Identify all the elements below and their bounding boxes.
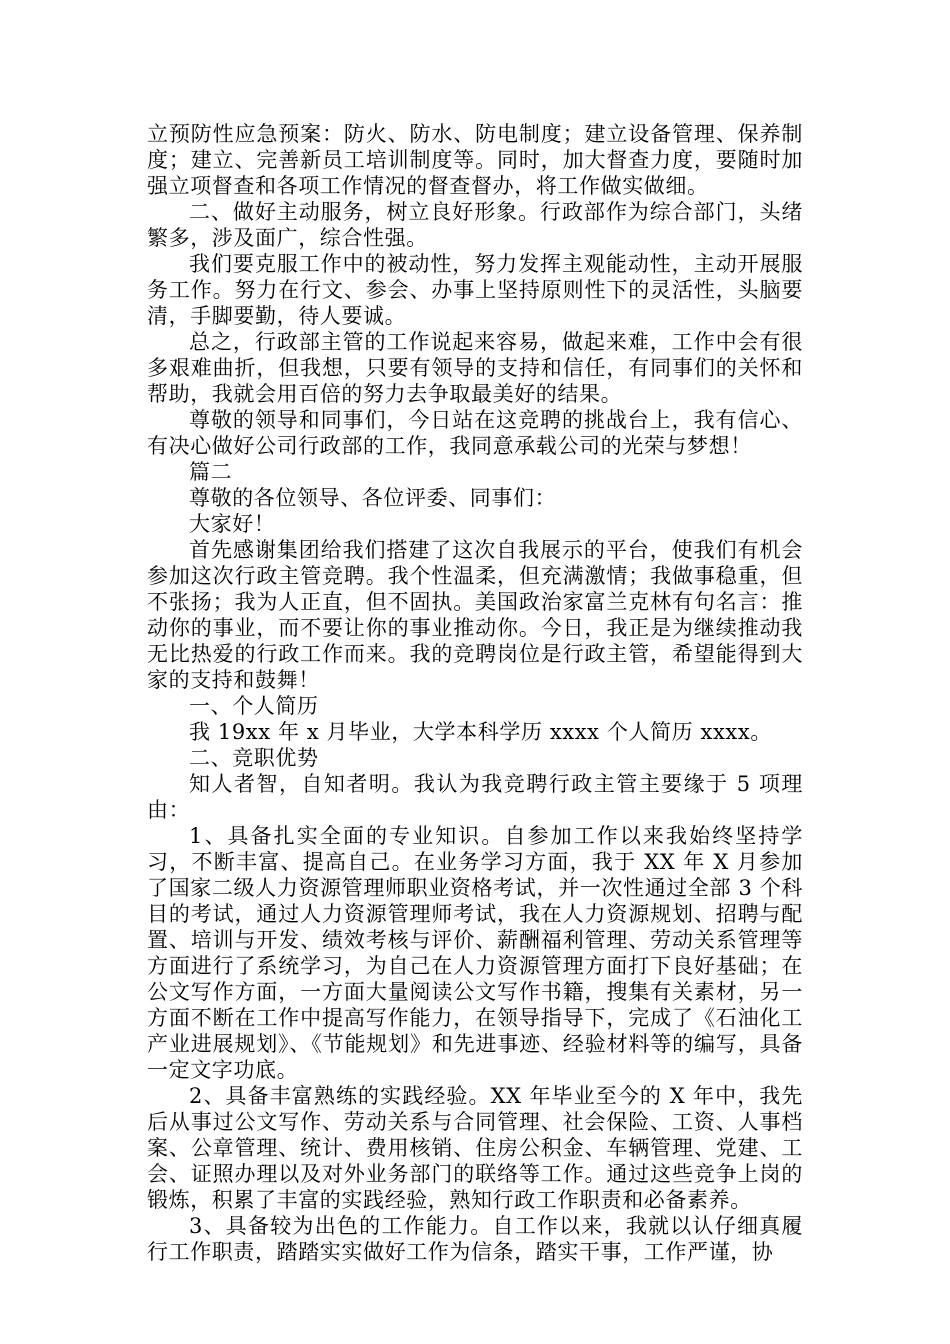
greeting: 大家好！ bbox=[189, 512, 276, 536]
paragraph-introduction: 首先感谢集团给我们搭建了这次自我展示的平台，使我们有机会参加这次行政主管竞聘。我个性温柔，但充满激情；我做事稳重，但不张扬；我为人正直，但不固执。美国政治家富兰克林有句名言：推动你的事业，而不要让你的事业推动你。今日，我正是为继续推动我无比热爱的行政工作而来。我的竞聘岗位是行政主管，希望能得到大家的支持和鼓舞！ bbox=[147, 538, 803, 692]
paragraph-reason-one: 1、具备扎实全面的专业知识。自参加工作以来我始终坚持学习，不断丰富、提高自己。在业务学习方面，我于 XX 年 X 月参加了国家二级人力资源管理师职业资格考试，并一次性通过全部 3 个科目的考试，通过人力资源管理师考试，我在人力资源规划、招聘与配置、培训与开发、绩效考核与评价、薪酬福利管理、劳动关系管理等方面进行了系统学习，为自己在人力资源管理方面打下良好基础；在公文写作方面，一方面大量阅读公文写作书籍，搜集有关素材，另一方面不断在工作中提高写作能力，在领导指导下，完成了《石油化工产业进展规划》、《节能规划》和先进事迹、经验材料等的编写，具备一定文字功底。 bbox=[147, 824, 803, 1082]
paragraph-reason-three: 3、具备较为出色的工作能力。自工作以来，我就以认仔细真履行工作职责，踏踏实实做好工作为信条，踏实干事，工作严谨，协 bbox=[147, 1214, 803, 1264]
salutation: 尊敬的各位领导、各位评委、同事们： bbox=[189, 486, 557, 510]
section-heading-part-two: 篇二 bbox=[189, 460, 233, 484]
heading-resume: 一、个人简历 bbox=[189, 694, 319, 718]
paragraph-continuation: 立预防性应急预案：防火、防水、防电制度；建立设备管理、保养制度；建立、完善新员工培训制度等。同时，加大督查力度，要随时加强立项督查和各项工作情况的督查督办，将工作做实做细。 bbox=[147, 122, 803, 198]
paragraph-service: 我们要克服工作中的被动性，努力发挥主观能动性，主动开展服务工作。努力在行文、参会、办事上坚持原则性下的灵活性，头脑要清，手脚要勤，待人要诚。 bbox=[147, 252, 803, 328]
paragraph-summary: 总之，行政部主管的工作说起来容易，做起来难，工作中会有很多艰难曲折，但我想，只要有领导的支持和信任，有同事们的关怀和帮助，我就会用百倍的努力去争取最美好的结果。 bbox=[147, 330, 803, 406]
paragraph-reasons: 知人者智，自知者明。我认为我竞聘行政主管主要缘于 5 项理由： bbox=[147, 772, 803, 822]
document-body bbox=[147, 121, 803, 1265]
paragraph-reason-two: 2、具备丰富熟练的实践经验。XX 年毕业至今的 X 年中，我先后从事过公文写作、劳动关系与合同管理、社会保险、工资、人事档案、公章管理、统计、费用核销、住房公积金、车辆管理、党建、工会、证照办理以及对外业务部门的联络等工作。通过这些竞争上岗的锻炼，积累了丰富的实践经验，熟知行政工作职责和必备素养。 bbox=[147, 1084, 803, 1212]
paragraph-resume: 我 19xx 年 x 月毕业，大学本科学历 xxxx 个人简历 xxxx。 bbox=[189, 720, 772, 744]
paragraph-closing: 尊敬的领导和同事们，今日站在这竞聘的挑战台上，我有信心、有决心做好公司行政部的工作，我同意承载公司的光荣与梦想！ bbox=[147, 408, 803, 458]
heading-advantages: 二、竞职优势 bbox=[189, 746, 319, 770]
paragraph-section-two: 二、做好主动服务，树立良好形象。行政部作为综合部门，头绪繁多，涉及面广，综合性强。 bbox=[147, 200, 803, 250]
